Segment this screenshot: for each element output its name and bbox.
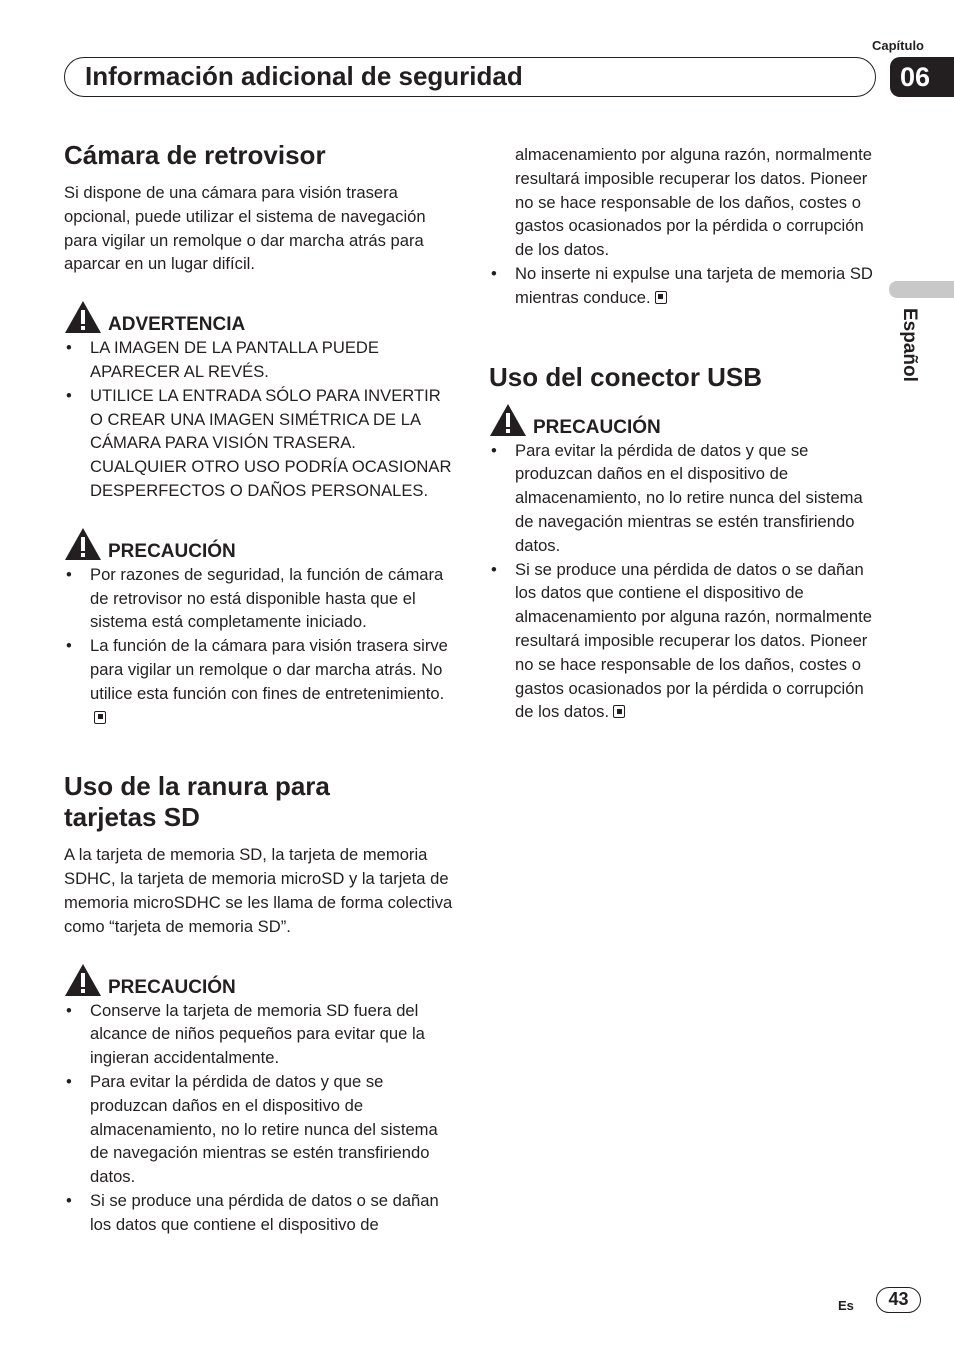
language-tab-marker [889, 281, 954, 298]
camera-caution-title: PRECAUCIÓN [108, 540, 236, 562]
camera-warning-list [64, 336, 454, 503]
list-item: • Para evitar la pérdida de datos y que se produzcan daños en el dispositivo de almacenamiento, no lo retire nunca del sistema de navegación mientras se estén transfiriendo datos. [489, 439, 879, 558]
warning-triangle-icon [64, 300, 102, 334]
chapter-label: Capítulo [872, 38, 924, 53]
sd-body: A la tarjeta de memoria SD, la tarjeta de memoria SDHC, la tarjeta de memoria microSD y la tarjeta de memoria microSDHC se les llama de forma colectiva como “tarjeta de memoria SD”. [64, 845, 453, 936]
usb-caution-header [489, 403, 879, 437]
list-item-text: La función de la cámara para visión trasera sirve para vigilar un remolque o dar marcha atrás. No utilice esta función con fines de entretenimiento. [90, 636, 448, 703]
list-item: • LA IMAGEN DE LA PANTALLA PUEDE APARECER AL REVÉS. [64, 336, 454, 384]
section-title-sd-line1: Uso de la ranura para [64, 771, 330, 802]
page-header-title: Información adicional de seguridad [64, 57, 876, 97]
warning-triangle-icon [64, 963, 102, 997]
section-title-sd-line2: tarjetas SD [64, 802, 200, 833]
list-item: • Si se produce una pérdida de datos o se dañan los datos que contiene el dispositivo de [64, 1189, 454, 1237]
list-item: • Conserve la tarjeta de memoria SD fuera del alcance de niños pequeños para evitar que la ingieran accidentalmente. [64, 999, 454, 1070]
camera-caution-list [64, 563, 454, 730]
usb-caution-list [489, 439, 879, 725]
camera-warning-title: ADVERTENCIA [108, 314, 246, 336]
sd-caution-list-continued-2 [489, 262, 879, 310]
list-item: • UTILICE LA ENTRADA SÓLO PARA INVERTIR O CREAR UNA IMAGEN SIMÉTRICA DE LA CÁMARA PARA VISIÓN TRASERA. CUALQUIER OTRO USO PODRÍA OCASIONAR DESPERFECTOS O DAÑOS PERSONALES. [64, 384, 454, 503]
section-title-usb: Uso del conector USB [489, 361, 763, 392]
section-title-sd [64, 771, 454, 833]
camera-warning-header [64, 300, 454, 334]
camera-body: Si dispone de una cámara para visión trasera opcional, puede utilizar el sistema de navegación para vigilar un remolque o dar marcha atrás para aparcar en un lugar difícil. [64, 183, 426, 274]
language-tab-label: Español [899, 308, 920, 382]
list-item [489, 558, 879, 725]
footer-language-code: Es [838, 1298, 854, 1313]
right-column [489, 143, 879, 724]
list-item [64, 634, 454, 729]
chapter-number-badge: 06 [890, 57, 954, 97]
list-item-text: Si se produce una pérdida de datos o se dañan los datos que contiene el dispositivo de almacenamiento por alguna razón, normalmente resultará imposible recuperar los datos. Pioneer no se hace responsable de los daños, costes o gastos ocasionados por la pérdida o corrupción de los datos. [515, 559, 872, 722]
sd-caution-title: PRECAUCIÓN [108, 976, 236, 998]
end-of-section-icon [613, 705, 625, 718]
list-item: almacenamiento por alguna razón, normalmente resultará imposible recuperar los datos. Pioneer no se hace responsable de los daños, costes o gastos ocasionados por la pérdida o corrupción de los datos. [515, 145, 872, 260]
list-item: • Por razones de seguridad, la función de cámara de retrovisor no está disponible hasta que el sistema está completamente iniciado. [64, 563, 454, 634]
page-number: 43 [876, 1287, 921, 1313]
sd-caution-list-continued [489, 143, 879, 262]
usb-caution-title: PRECAUCIÓN [533, 416, 661, 438]
section-title-camera: Cámara de retrovisor [64, 140, 326, 170]
list-item-text: No inserte ni expulse una tarjeta de memoria SD mientras conduce. [515, 263, 873, 307]
sd-caution-header [64, 963, 454, 997]
left-column [64, 140, 454, 1237]
end-of-section-icon [94, 711, 106, 724]
end-of-section-icon [655, 291, 667, 304]
warning-triangle-icon [64, 527, 102, 561]
list-item [489, 262, 879, 310]
list-item: • Para evitar la pérdida de datos y que se produzcan daños en el dispositivo de almacenamiento, no lo retire nunca del sistema de navegación mientras se estén transfiriendo datos. [64, 1070, 454, 1189]
warning-triangle-icon [489, 403, 527, 437]
sd-caution-list [64, 999, 454, 1237]
camera-caution-header [64, 527, 454, 561]
